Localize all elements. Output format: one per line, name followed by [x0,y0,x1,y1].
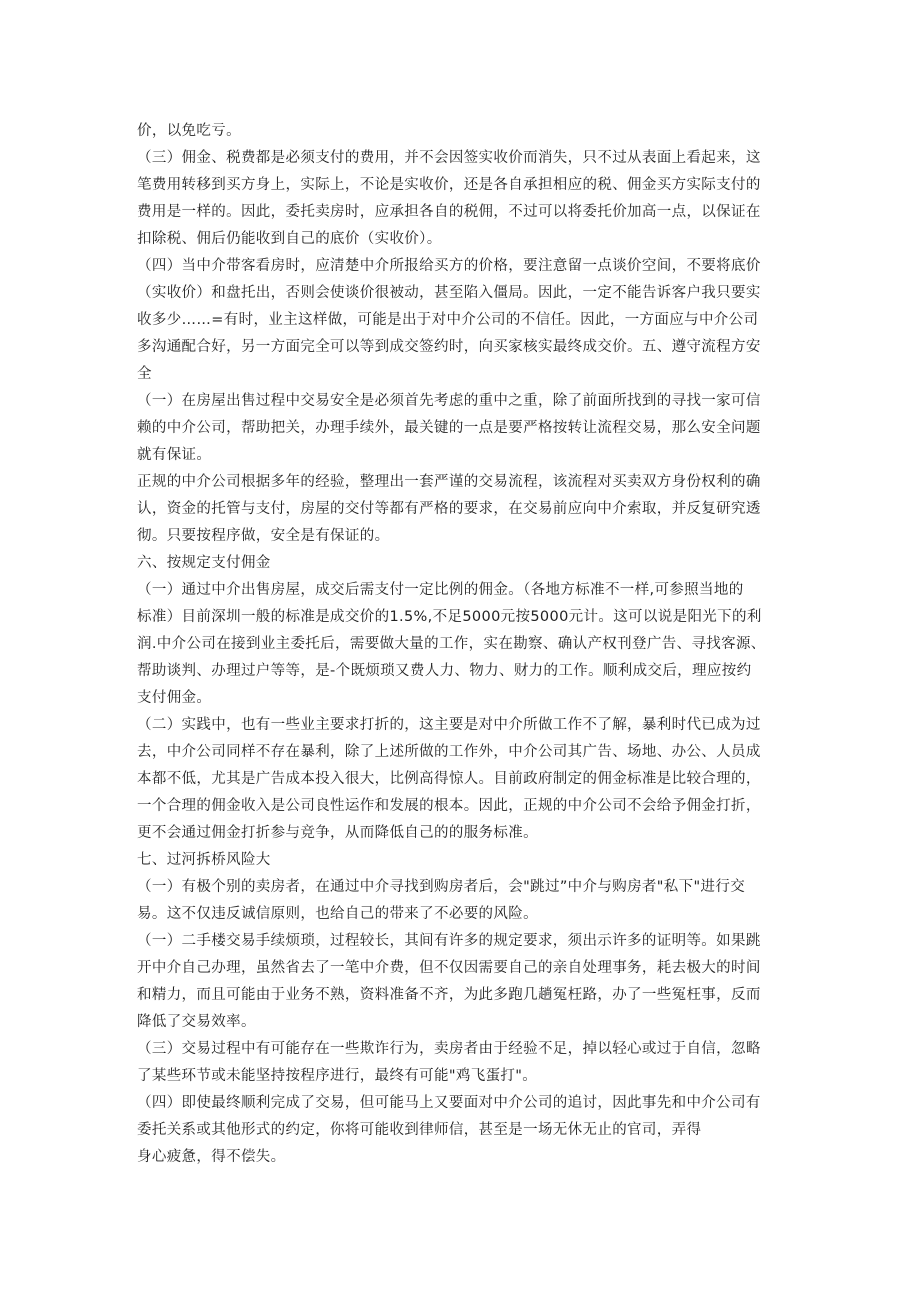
text-line: 身心疲惫，得不偿失。 [137,1149,286,1165]
text-line: （一）二手楼交易手续烦琐，过程较长，其间有许多的规定要求，须出示许多的证明等。如果跳 [137,933,761,949]
text-line: 多沟通配合好，另一方面完全可以等到成交签约时，向买家核实最终成交价。五、遵守流程方安 [137,339,761,355]
text-line: （三）交易过程中有可能存在一些欺诈行为，卖房者由于经验不足，掉以轻心或过于自信，忽略 [137,1041,761,1057]
text-line: （二）实践中，也有一些业主要求打折的，这主要是对中介所做工作不了解，暴利时代已成为过 [137,717,761,733]
text-line: 委托关系或其他形式的约定，你将可能收到律师信，甚至是一场无休无止的官司，弄得 [137,1122,702,1138]
text-line: 帮助谈判、办理过户等等，是-个既烦琐又费人力、物力、财力的工作。顺利成交后，理应按约 [137,663,752,679]
text-line: （四）当中介带客看房时，应清楚中介所报给买方的价格，要注意留一点谈价空间，不要将底价 [137,258,761,274]
text-line: 价，以免吃亏。 [137,123,241,139]
text-line: 就有保证。 [137,447,212,463]
text-line: 易。这不仅违反诚信原则，也给自己的带来了不必要的风险。 [137,906,538,922]
text-line: 和精力，而且可能由于业务不熟，资料准备不齐，为此多跑几趟冤枉路，办了一些冤枉事，反而 [137,987,761,1003]
text-line: 认，资金的托管与支付，房屋的交付等都有严格的要求，在交易前应向中介索取，并反复研究透 [137,501,761,517]
text-line: 本都不低，尤其是广告成本投入很大，比例高得惊人。目前政府制定的佣金标准是比较合理的， [137,771,761,787]
text-line: 赖的中介公司，帮助把关，办理手续外，最关键的一点是要严格按转让流程交易，那么安全问题 [137,420,761,436]
text-line: 去，中介公司同样不存在暴利，除了上述所做的工作外，中介公司其广告、场地、办公、人员成 [137,744,761,760]
text-line: （四）即使最终顺利完成了交易，但可能马上又要面对中介公司的追讨，因此事先和中介公司有 [137,1095,761,1111]
text-line: 扣除税、佣后仍能收到自己的底价（实收价）。 [137,231,442,247]
section-heading: 七、过河拆桥风险大 [137,852,271,868]
text-line: （三）佣金、税费都是必须支付的费用，并不会因签实收价而消失，只不过从表面上看起来，这 [137,150,761,166]
text-line: （实收价）和盘托出，否则会使谈价很被动，甚至陷入僵局。因此，一定不能告诉客户我只要实 [137,285,761,301]
text-line: 支付佣金。 [137,690,212,706]
text-line: 开中介自己办理，虽然省去了一笔中介费，但不仅因需要自己的亲自处理事务，耗去极大的时间 [137,960,761,976]
text-line: （一）有极个别的卖房者，在通过中介寻找到购房者后，会"跳过”中介与购房者"私下"进行交 [137,879,746,895]
text-line: 费用是一样的。因此，委托卖房时，应承担各自的税佣，不过可以将委托价加高一点，以保证在 [137,204,761,220]
text-line: 了某些环节或未能坚持按程序进行，最终有可能"鸡飞蛋打"。 [137,1068,538,1084]
text-line: 彻。只要按程序做，安全是有保证的。 [137,528,390,544]
text-line: 润.中介公司在接到业主委托后，需要做大量的工作，实在勘察、确认产权刊登广告、寻找客源、 [137,636,766,652]
text-line: 全 [137,366,152,382]
text-line: 一个合理的佣金收入是公司良性运作和发展的根本。因此，正规的中介公司不会给予佣金打折， [137,798,761,814]
text-line: （一）在房屋出售过程中交易安全是必须首先考虑的重中之重，除了前面所找到的寻找一家可信 [137,393,761,409]
text-line: 更不会通过佣金打折参与竞争，从而降低自己的的服务标准。 [137,825,538,841]
text-line: 降低了交易效率。 [137,1014,256,1030]
text-line: 正规的中介公司根据多年的经验，整理出一套严谨的交易流程，该流程对买卖双方身份权利的确 [137,474,761,490]
text-line: 笔费用转移到买方身上，实际上，不论是实收价，还是各自承担相应的税、佣金买方实际支付的 [137,177,761,193]
text-line: 收多少……=有时，业主这样做，可能是出于对中介公司的不信任。因此，一方面应与中介公司 [137,312,759,328]
section-heading: 六、按规定支付佣金 [137,555,271,571]
document-body [137,118,787,1171]
text-line: （一）通过中介出售房屋，成交后需支付一定比例的佣金。（各地方标准不一样,可参照当地的 [137,582,744,598]
text-line: 标准）目前深圳一般的标准是成交价的1.5%,不足5000元按5000元计。这可以说是阳光下的利 [137,609,762,625]
